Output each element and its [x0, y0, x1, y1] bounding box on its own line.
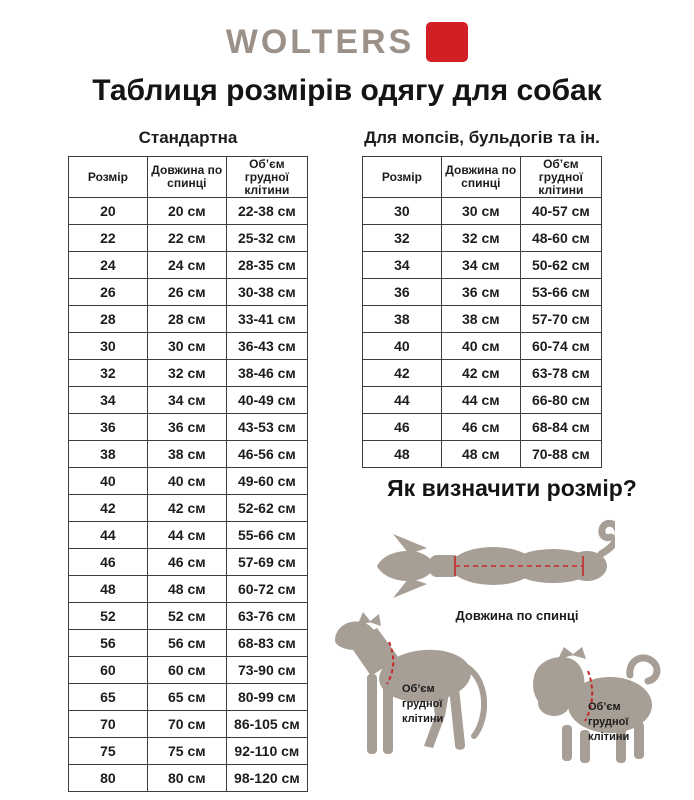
table-cell: 44 см: [441, 387, 520, 414]
table-cell: 42 см: [441, 360, 520, 387]
table-row: [363, 333, 602, 360]
table-cell: 28-35 см: [226, 252, 307, 279]
chest-label-standing-dog: Об’єм грудної клітини: [402, 683, 444, 725]
table-cell: 24: [69, 252, 148, 279]
table-row: [69, 738, 308, 765]
table-row: [69, 495, 308, 522]
table-cell: 32: [69, 360, 148, 387]
table-header-row: [69, 157, 308, 198]
table-cell: 26: [69, 279, 148, 306]
table-row: [69, 441, 308, 468]
table-cell: 68-84 см: [520, 414, 601, 441]
table-cell: 38: [363, 306, 442, 333]
table-cell: 30-38 см: [226, 279, 307, 306]
column-header-back-length: Довжина по спинці: [441, 157, 520, 198]
table-cell: 60: [69, 657, 148, 684]
table-row: [363, 387, 602, 414]
table-cell: 22 см: [147, 225, 226, 252]
table-cell: 33-41 см: [226, 306, 307, 333]
table-cell: 80: [69, 765, 148, 792]
table-cell: 36-43 см: [226, 333, 307, 360]
table-cell: 42 см: [147, 495, 226, 522]
table-cell: 34: [69, 387, 148, 414]
table-row: [69, 360, 308, 387]
size-guide-section: [330, 475, 694, 800]
table-cell: 22-38 см: [226, 198, 307, 225]
table-row: [363, 414, 602, 441]
back-length-label: Довжина по спинці: [455, 608, 579, 623]
table-row: [69, 630, 308, 657]
standard-size-table: [68, 156, 308, 792]
table-cell: 63-78 см: [520, 360, 601, 387]
table-cell: 52-62 см: [226, 495, 307, 522]
table-cell: 48-60 см: [520, 225, 601, 252]
table-row: [363, 252, 602, 279]
chest-label-bulldog: Об’єм грудної клітини: [588, 701, 630, 743]
table-cell: 52 см: [147, 603, 226, 630]
standard-size-column: [68, 128, 308, 792]
table-row: [69, 468, 308, 495]
brand-logo-red-square-icon: [426, 22, 468, 62]
table-cell: 92-110 см: [226, 738, 307, 765]
table-cell: 75: [69, 738, 148, 765]
table-cell: 34: [363, 252, 442, 279]
table-cell: 30: [363, 198, 442, 225]
table-cell: 46: [69, 549, 148, 576]
table-cell: 48: [363, 441, 442, 468]
table-cell: 60-72 см: [226, 576, 307, 603]
table-cell: 44: [363, 387, 442, 414]
table-cell: 63-76 см: [226, 603, 307, 630]
table-cell: 38-46 см: [226, 360, 307, 387]
table-cell: 73-90 см: [226, 657, 307, 684]
table-cell: 55-66 см: [226, 522, 307, 549]
table-cell: 46: [363, 414, 442, 441]
table-cell: 30: [69, 333, 148, 360]
column-header-chest: Об’єм грудної клітини: [520, 157, 601, 198]
table-cell: 70-88 см: [520, 441, 601, 468]
table-cell: 80 см: [147, 765, 226, 792]
table-cell: 48: [69, 576, 148, 603]
table-row: [69, 414, 308, 441]
table-cell: 36: [363, 279, 442, 306]
table-cell: 40-57 см: [520, 198, 601, 225]
table-cell: 22: [69, 225, 148, 252]
column-header-size: Розмір: [363, 157, 442, 198]
table-cell: 46 см: [441, 414, 520, 441]
table-cell: 25-32 см: [226, 225, 307, 252]
table-cell: 57-69 см: [226, 549, 307, 576]
table-row: [363, 279, 602, 306]
table-cell: 38 см: [441, 306, 520, 333]
column-header-back-length: Довжина по спинці: [147, 157, 226, 198]
table-cell: 43-53 см: [226, 414, 307, 441]
table-cell: 66-80 см: [520, 387, 601, 414]
size-guide-title: Як визначити розмір?: [387, 475, 637, 501]
table-row: [69, 549, 308, 576]
table-cell: 36 см: [441, 279, 520, 306]
table-cell: 30 см: [441, 198, 520, 225]
dog-top-view-back-length-illustration: [375, 518, 615, 613]
table-row: [363, 198, 602, 225]
table-cell: 70: [69, 711, 148, 738]
table-row: [363, 225, 602, 252]
pugs-size-column: [362, 128, 602, 468]
table-cell: 56: [69, 630, 148, 657]
column-header-size: Розмір: [69, 157, 148, 198]
table-row: [69, 765, 308, 792]
table-cell: 57-70 см: [520, 306, 601, 333]
column-header-chest: Об’єм грудної клітини: [226, 157, 307, 198]
table-cell: 50-62 см: [520, 252, 601, 279]
table-cell: 42: [363, 360, 442, 387]
table-cell: 32 см: [147, 360, 226, 387]
table-cell: 40 см: [441, 333, 520, 360]
table-cell: 42: [69, 495, 148, 522]
table-row: [69, 603, 308, 630]
table-cell: 36: [69, 414, 148, 441]
table-cell: 48 см: [441, 441, 520, 468]
table-cell: 70 см: [147, 711, 226, 738]
table-row: [69, 225, 308, 252]
table-row: [69, 252, 308, 279]
table-row: [69, 279, 308, 306]
table-cell: 60-74 см: [520, 333, 601, 360]
table-cell: 60 см: [147, 657, 226, 684]
pugs-table-title: Для мопсів, бульдогів та ін.: [364, 128, 600, 147]
table-cell: 34 см: [147, 387, 226, 414]
table-cell: 36 см: [147, 414, 226, 441]
table-cell: 40: [363, 333, 442, 360]
table-cell: 20 см: [147, 198, 226, 225]
table-cell: 44 см: [147, 522, 226, 549]
table-cell: 75 см: [147, 738, 226, 765]
table-cell: 49-60 см: [226, 468, 307, 495]
table-header-row: [363, 157, 602, 198]
table-row: [69, 198, 308, 225]
table-cell: 38 см: [147, 441, 226, 468]
table-cell: 65: [69, 684, 148, 711]
table-cell: 80-99 см: [226, 684, 307, 711]
brand-logo-text: WOLTERS: [225, 23, 415, 61]
table-cell: 48 см: [147, 576, 226, 603]
table-cell: 20: [69, 198, 148, 225]
pugs-size-table: [362, 156, 602, 468]
table-cell: 46 см: [147, 549, 226, 576]
table-cell: 52: [69, 603, 148, 630]
table-cell: 86-105 см: [226, 711, 307, 738]
table-row: [69, 684, 308, 711]
table-row: [69, 522, 308, 549]
table-row: [69, 333, 308, 360]
table-cell: 38: [69, 441, 148, 468]
table-cell: 53-66 см: [520, 279, 601, 306]
table-cell: 46-56 см: [226, 441, 307, 468]
table-cell: 40 см: [147, 468, 226, 495]
table-cell: 68-83 см: [226, 630, 307, 657]
table-cell: 32: [363, 225, 442, 252]
table-cell: 40: [69, 468, 148, 495]
table-cell: 34 см: [441, 252, 520, 279]
table-cell: 40-49 см: [226, 387, 307, 414]
table-cell: 65 см: [147, 684, 226, 711]
table-cell: 26 см: [147, 279, 226, 306]
page-title: Таблиця розмірів одягу для собак: [92, 74, 602, 107]
table-row: [69, 657, 308, 684]
standard-table-title: Стандартна: [138, 128, 238, 147]
table-cell: 32 см: [441, 225, 520, 252]
table-row: [69, 387, 308, 414]
table-cell: 28: [69, 306, 148, 333]
table-row: [363, 306, 602, 333]
table-row: [363, 360, 602, 387]
table-cell: 28 см: [147, 306, 226, 333]
brand-logo: [0, 22, 694, 62]
table-row: [363, 441, 602, 468]
table-row: [69, 576, 308, 603]
table-cell: 24 см: [147, 252, 226, 279]
table-cell: 98-120 см: [226, 765, 307, 792]
table-cell: 30 см: [147, 333, 226, 360]
table-cell: 44: [69, 522, 148, 549]
table-row: [69, 306, 308, 333]
table-row: [69, 711, 308, 738]
table-cell: 56 см: [147, 630, 226, 657]
